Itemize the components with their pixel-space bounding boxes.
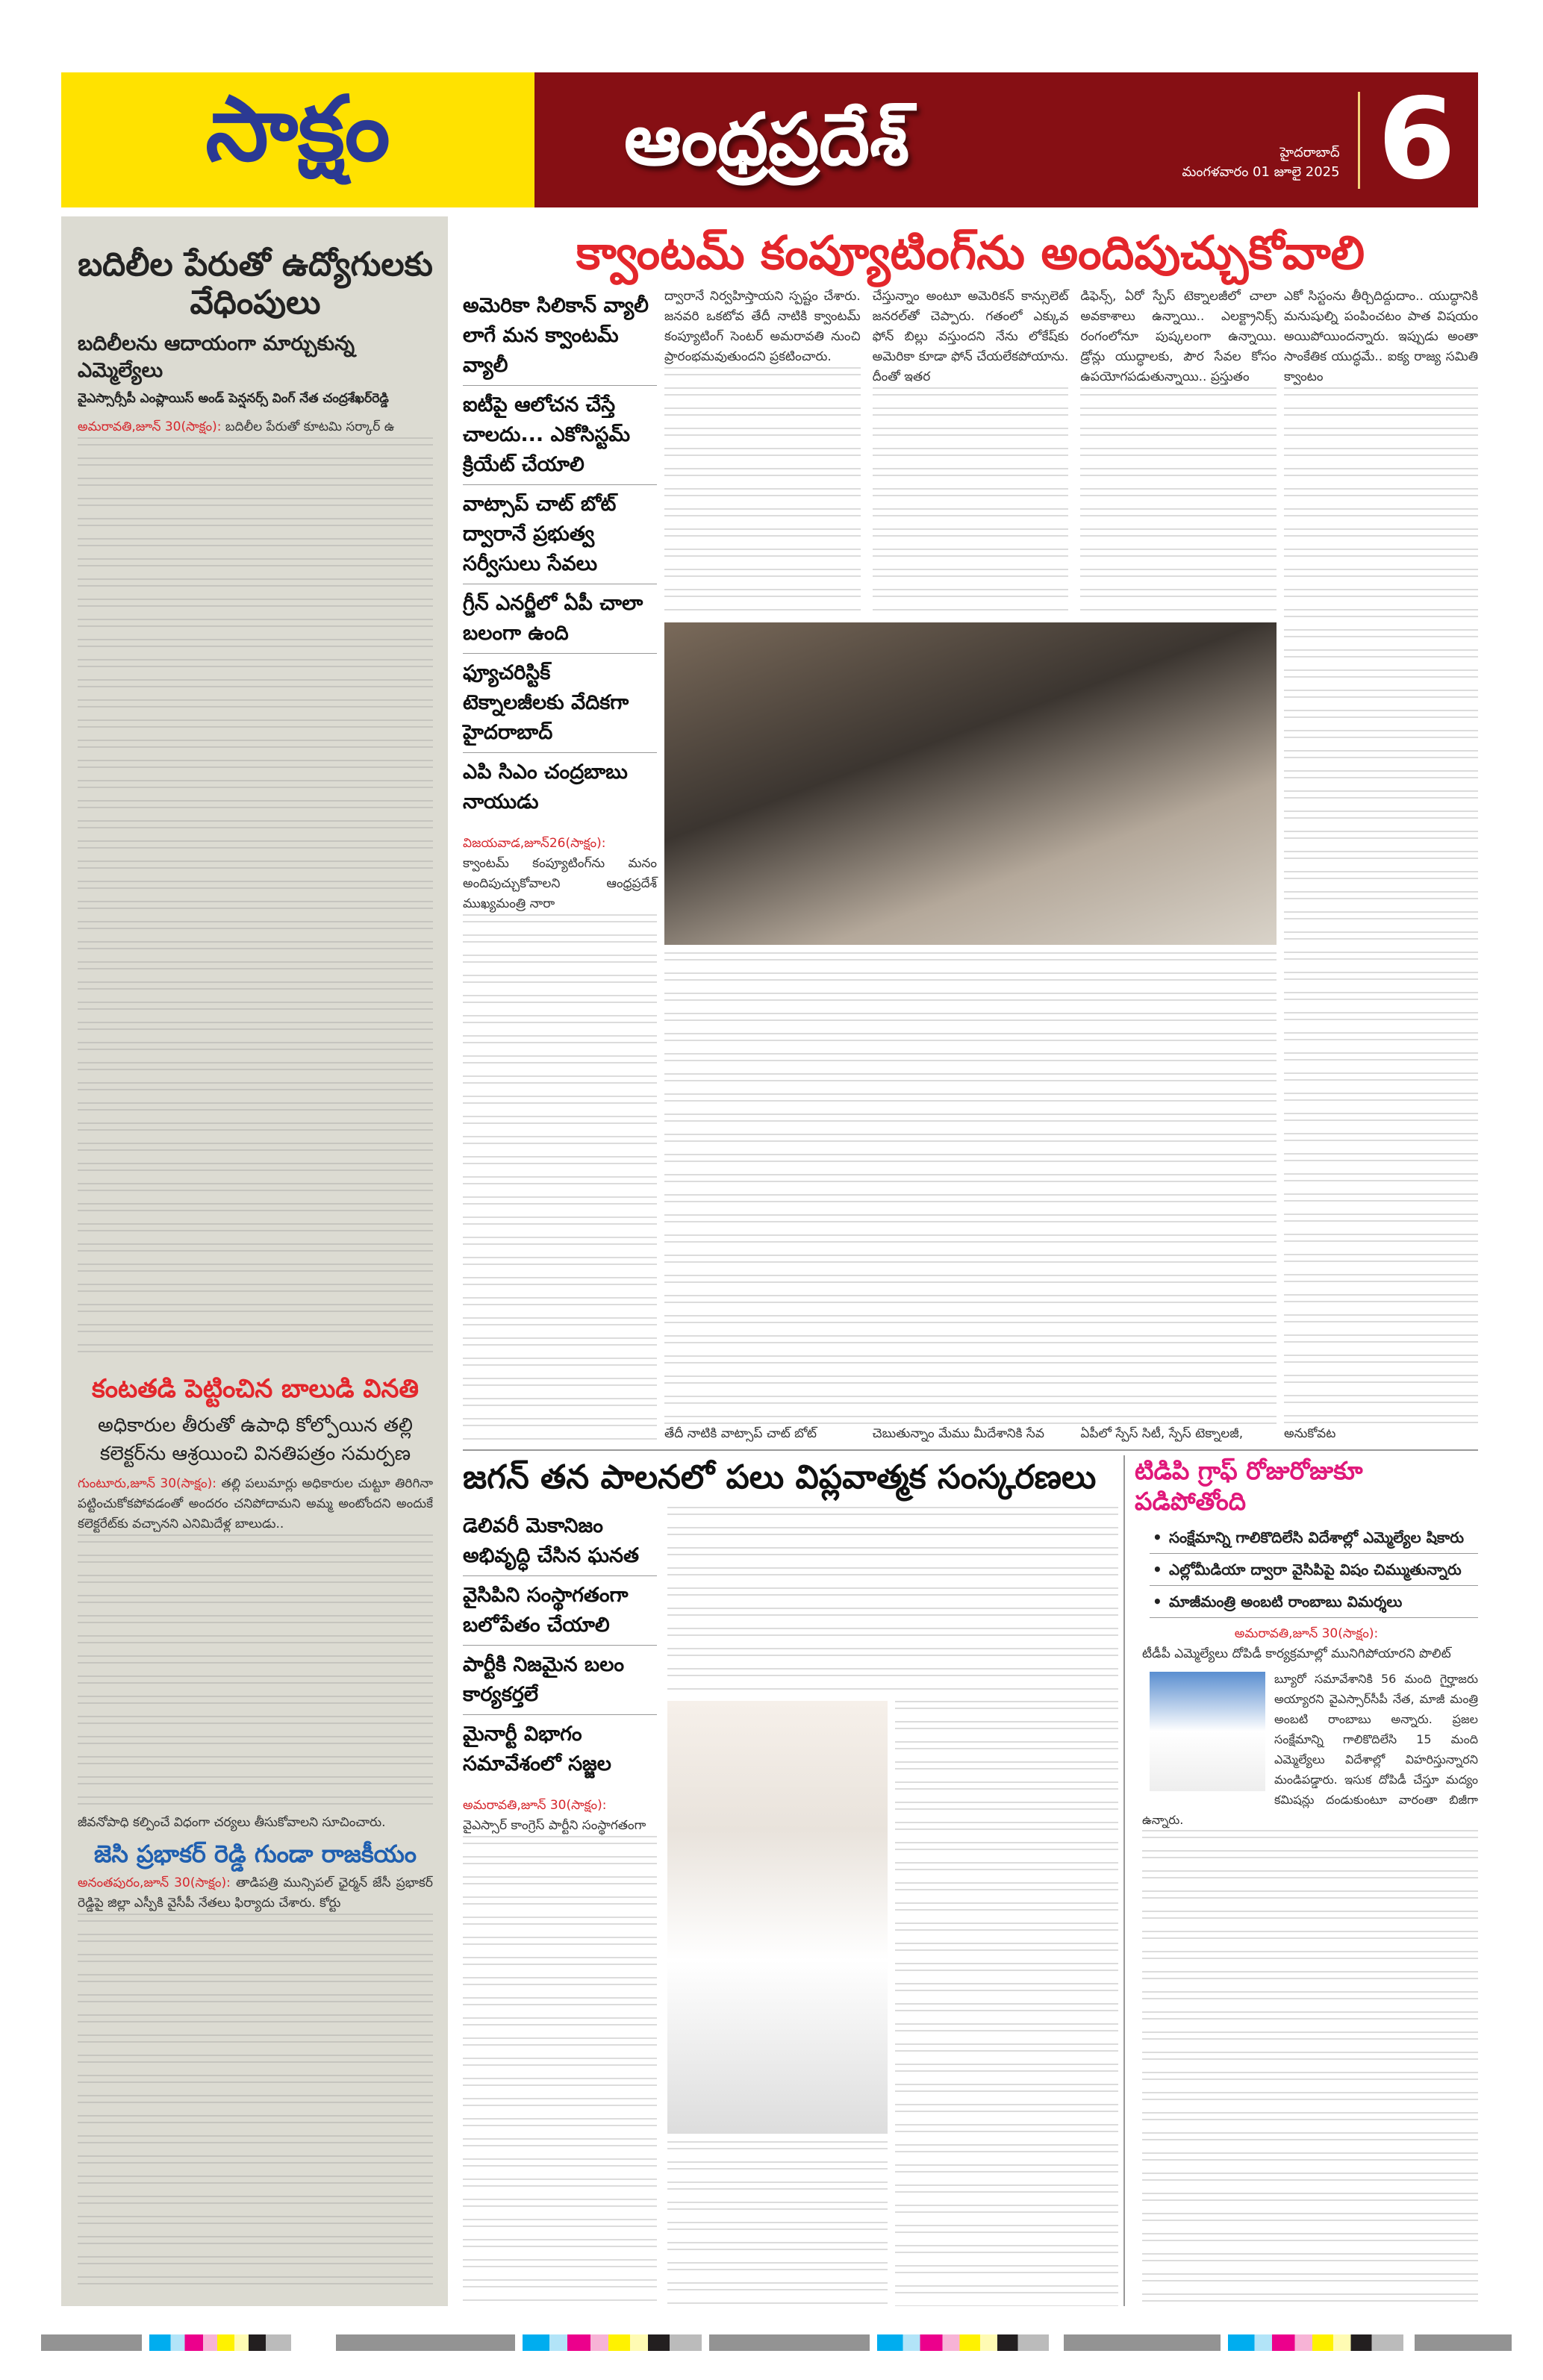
- jagan-body-text: [667, 2141, 888, 2306]
- main-body-text: [1080, 387, 1277, 615]
- edition-city: హైదరాబాద్: [1279, 144, 1340, 160]
- main-column-2: చేస్తున్నాం అంటూ అమెరికన్ కాన్సులెట్ జనరల్‌తో చెప్పారు. గతంలో ఎక్కువ ఫోన్ బిల్లు వస్తుందని నేను లోకేష్‌కు అమెరికా కూడా ఫోన్ చేయలేకపోయాను. దీంతో ఇతర: [872, 288, 1069, 384]
- story2-lead: [78, 1474, 433, 1534]
- divider: [463, 1449, 1478, 1451]
- story2-subhead: అధికారుల తీరుతో ఉపాధి కోల్పోయిన తల్లి కలెక్టర్‌ను ఆశ్రయించి వినతిపత్రం సమర్పణ: [98, 1414, 413, 1466]
- dateline: విజయవాడ,జూన్26(సాక్షం):: [463, 835, 606, 851]
- color-bar: [1064, 2334, 1221, 2351]
- highlight: ఎపి సిఎం చంద్రబాబు నాయుడు: [463, 760, 628, 813]
- story1-headline: బదిలీల పేరుతో ఉద్యోగులకు వేధింపులు: [78, 246, 433, 322]
- dateline: అమరావతి,జూన్ 30(సాక్షం):: [463, 1798, 607, 1813]
- divider: [1358, 92, 1360, 189]
- main-column-1: ద్వారానే నిర్వహిస్తాయని స్పష్టం చేశారు. జనవరి ఒకటోవ తేదీ నాటికి క్వాంటమ్ కంప్యూటింగ్ సెంటర్ అమరావతి నుంచి ప్రారంభమవుతుందని ప్రకటించారు.: [664, 288, 861, 364]
- color-bar: [877, 2334, 1049, 2351]
- color-bar: [523, 2334, 702, 2351]
- main-body-text: [664, 952, 1277, 1425]
- jagan-body-text: [667, 1507, 1118, 1693]
- tdp-story: [1135, 1455, 1478, 2306]
- col-end: అనుకోవట: [1284, 1426, 1336, 1441]
- main-lead: [463, 834, 657, 914]
- highlight: పార్టీకి నిజమైన బలం కార్యకర్తలే: [463, 1646, 657, 1715]
- story3-headline: జెసి ప్రభాకర్ రెడ్డి గుండా రాజకీయం: [93, 1839, 417, 1868]
- tdp-bullets: [1150, 1522, 1478, 1618]
- main-left-body: [664, 287, 1277, 1445]
- highlight: ఐటీపై ఆలోచన చేస్తే చాలదు... ఎకోసిస్టమ్ క్రియేట్ చేయాలి: [463, 386, 657, 485]
- jagan-lead-text: వైఎస్సార్ కాంగ్రెస్ పార్టీని సంస్థాగతంగా: [463, 1818, 646, 1833]
- color-bar: [336, 2334, 515, 2351]
- dateline: అనంతపురం,జూన్ 30(సాక్షం):: [78, 1875, 231, 1891]
- story3-body: తాడిపత్రి మున్సిపల్ ఛైర్మన్ జేసీ ప్రభాకర్ రెడ్డిపై జిల్లా ఎస్పీకి వైసీపీ నేతలు ఫిర్యాదు చేశారు. కోర్టు: [78, 1875, 434, 1911]
- tdp-body-block: [1135, 1669, 1478, 1830]
- jagan-body-text: [463, 1836, 657, 2306]
- divider: [1123, 1455, 1125, 2306]
- tdp-lead: టీడీపీ ఎమ్మెల్యేలు దోపిడీ కార్యక్రమాల్లో మునిగిపోయారని పొలిట్: [1142, 1646, 1451, 1661]
- main-lead-text: క్వాంటమ్ కంప్యూటింగ్‌ను మనం అందిపుచ్చుకోవాలని ఆంధ్రప్రదేశ్ ముఖ్యమంత్రి నారా: [463, 855, 657, 911]
- story1-subhead: బదిలీలను ఆదాయంగా మార్చుకున్న ఎమ్మెల్యేలు: [78, 332, 355, 383]
- main-highlights: [463, 287, 657, 822]
- main-body-text: [463, 914, 657, 1445]
- highlight: ఫ్యూచరిస్టిక్ టెక్నాలజీలకు వేదికగా హైదరాబాద్: [463, 654, 657, 753]
- jagan-sidebar: [463, 1507, 657, 2306]
- color-bar: [149, 2334, 291, 2351]
- col-end: చెబుతున్నాం మేము మీదేశానికి సేవ: [872, 1426, 1044, 1441]
- jagan-lead: [463, 1796, 657, 1836]
- dateline: అమరావతి,జూన్ 30(సాక్షం):: [78, 419, 222, 435]
- dateline: అమరావతి,జూన్ 30(సాక్షం):: [1234, 1625, 1379, 1641]
- main-right-body: [1284, 287, 1478, 1445]
- dateline: గుంటూరు,జూన్ 30(సాక్షం):: [78, 1476, 217, 1492]
- story2-body: తల్లి పలుమార్లు అధికారుల చుట్టూ తిరిగినా పట్టించుకోకపోవడంతో అందరం చనిపోదామని అమ్మ అంటోందని అందుకే కలెక్టరేట్‌కు వచ్చానని ఎనిమిదేళ్ల బాలుడు..: [78, 1476, 434, 1532]
- jagan-highlights: [463, 1507, 657, 1784]
- main-body-text: [873, 387, 1069, 615]
- section-banner: [534, 72, 1478, 207]
- story2-end: జీవనోపాధి కల్పించే విధంగా చర్యలు తీసుకోవాలని సూచించారు.: [78, 1814, 386, 1830]
- story1-byline: వైఎస్సార్సీపీ ఎంప్లాయిస్ అండ్ పెన్షనర్స్ వింగ్ నేత చంద్రశేఖర్‌రెడ్డి: [78, 391, 389, 407]
- color-bar: [41, 2334, 142, 2351]
- main-body-text: [664, 367, 861, 615]
- bullet-item: • సంక్షేమాన్ని గాలికొదిలేసి విదేశాల్లో ఎమ్మెల్యేల షికారు: [1150, 1522, 1478, 1554]
- main-column-3: డిఫెన్స్, ఏరో స్పేస్ టెక్నాలజీలో చాలా అవకాశాలు ఉన్నాయి.. ఎలక్ట్రానిక్స్ రంగంలోనూ పుష్కలంగా ఉన్నాయి. డ్రోన్లు యుద్ధాలకు, పౌర సేవల కోసం ఉపయోగపడుతున్నాయి.. ప్రస్తుతం: [1080, 288, 1277, 384]
- highlight: అమెరికా సిలికాన్ వ్యాలీ లాగే మన క్వాంటమ్ వ్యాలీ: [463, 287, 657, 386]
- highlight: డెలివరీ మెకానిజం అభివృద్ధి చేసిన ఘనత: [463, 1507, 657, 1576]
- left-column: [61, 216, 448, 2306]
- story2-headline: కంటతడి పెట్టించిన బాలుడి వినతి: [91, 1373, 420, 1404]
- main-column-4: ఎకో సిస్టంను తీర్చిదిద్దుదాం.. యుద్ధానికి మనుషుల్ని పంపించటం పాత విషయం అయిపోయిందన్నారు. ఇప్పుడు అంతా సాంకేతిక యుద్ధమే.. ఐక్య రాజ్య సమితి క్వాంటం: [1284, 288, 1478, 384]
- color-bar: [709, 2334, 870, 2351]
- conference-photo: [664, 622, 1277, 945]
- highlight: గ్రీన్ ఎనర్జీలో ఏపీ చాలా బలంగా ఉంది: [463, 584, 657, 654]
- bullet-item: • ఎల్లోమీడియా ద్వారా వైసిపిపై విషం చిమ్ముతున్నారు: [1150, 1554, 1478, 1586]
- color-bar: [1228, 2334, 1403, 2351]
- section-title: ఆంధ్రప్రదేశ్: [624, 97, 909, 181]
- tdp-headline: టిడిపి గ్రాఫ్ రోజురోజుకూ పడిపోతోంది: [1135, 1456, 1363, 1517]
- story2-body-text: [78, 1534, 433, 1813]
- story1-body-text: [78, 437, 433, 1364]
- jagan-body-text: [895, 1701, 1118, 2306]
- story1-lead: [78, 417, 433, 437]
- jagan-headline: జగన్ తన పాలనలో పలు విప్లవాత్మక సంస్కరణలు: [463, 1458, 1097, 1496]
- edition-date: మంగళవారం 01 జూలై 2025: [1182, 163, 1340, 180]
- bullet-item: • మాజీమంత్రి అంబటి రాంబాబు విమర్శలు: [1150, 1586, 1478, 1618]
- story1-body: బదిలీల పేరుతో కూటమి సర్కార్ ఉ: [225, 419, 395, 435]
- main-sidebar: [463, 287, 657, 1445]
- speaker-photo: [667, 1701, 888, 2134]
- main-body-text: [1284, 387, 1478, 1425]
- jagan-story: [463, 1457, 1118, 2306]
- tdp-body: బ్యూరో సమావేశానికి 56 మంది గైర్హాజరు అయ్యారని వైఎస్సార్‌సీపీ నేత, మాజీ మంత్రి అంబటి రాంబాబు అన్నారు. ప్రజల సంక్షేమాన్ని గాలికొదిలేసి 15 మంది ఎమ్మెల్యేలు విదేశాల్లో విహరిస్తున్నారని మండిపడ్డారు. ఇసుక దోపిడీ చేస్తూ మద్యం కమిషన్లు దండుకుంటూ వారంతా బిజీగా ఉన్నారు.: [1142, 1671, 1478, 1827]
- rambabu-photo: [1150, 1672, 1265, 1791]
- color-bar: [1415, 2334, 1512, 2351]
- page-number: 6: [1377, 75, 1456, 204]
- main-story: [463, 224, 1478, 1444]
- tdp-body-text: [1142, 1830, 1478, 2307]
- newspaper-logo: సాక్షం: [61, 72, 534, 207]
- highlight: వైసిపిని సంస్థాగతంగా బలోపేతం చేయాలి: [463, 1576, 657, 1646]
- edition-info: [1182, 143, 1339, 182]
- highlight: వాట్సాప్ చాట్ బోట్ ద్వారానే ప్రభుత్వ సర్వీసులు సేవలు: [463, 485, 657, 584]
- story3-lead: [78, 1873, 433, 1914]
- highlight: మైనార్టీ విభాగం సమావేశంలో సజ్జల: [463, 1722, 611, 1775]
- col-end: ఏపీలో స్పేస్ సిటీ, స్పేస్ టెక్నాలజీ,: [1080, 1426, 1244, 1441]
- col-end: తేదీ నాటికి వాట్సాప్ చాట్ బోట్: [664, 1426, 817, 1441]
- main-headline: క్వాంటమ్ కంప్యూటింగ్‌ను అందిపుచ్చుకోవాలి: [576, 225, 1365, 280]
- story3-body-text: [78, 1914, 433, 2291]
